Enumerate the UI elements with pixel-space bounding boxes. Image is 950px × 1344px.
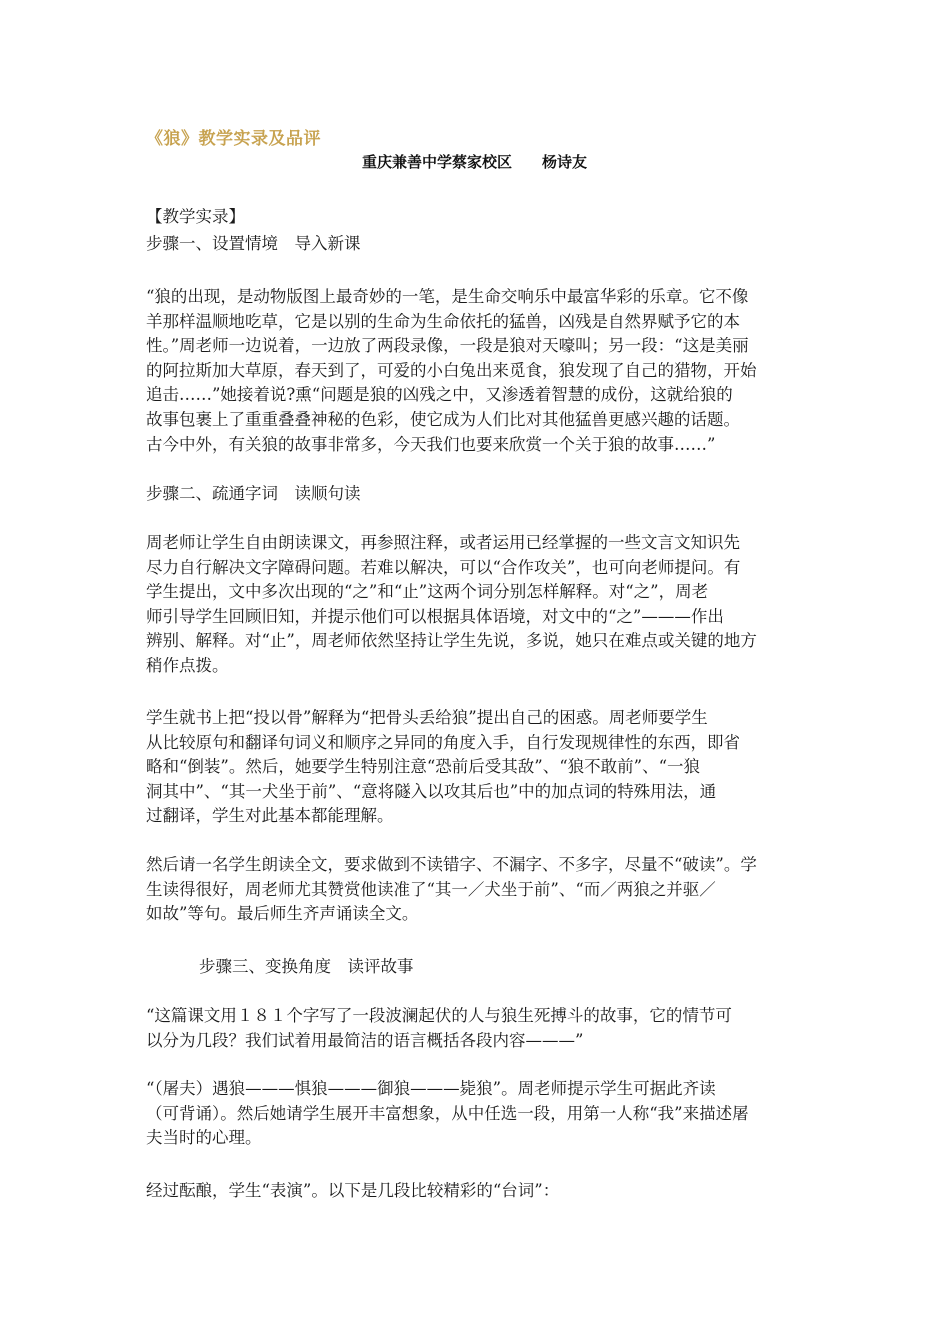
- step1-heading: [146, 232, 808, 257]
- paragraph-line: “这篇课文用１８１个字写了一段波澜起伏的人与狼生死搏斗的故事，它的情节可: [146, 1006, 732, 1025]
- step2-heading: [146, 482, 808, 507]
- paragraph-line: 的阿拉斯加大草原，春天到了，可爱的小白兔出来觅食，狼发现了自己的猎物，开始: [146, 360, 757, 380]
- paragraph-7: [146, 1179, 808, 1204]
- paragraph-line: 夫当时的心理。: [146, 1128, 262, 1148]
- author-byline: 重庆兼善中学蔡家校区 杨诗友: [362, 153, 588, 171]
- document-title: 《狼》教学实录及品评: [146, 129, 321, 149]
- paragraph-line: 追击……”她接着说?熏“问题是狼的凶残之中，又渗透着智慧的成份，这就给狼的: [146, 385, 733, 405]
- paragraph-line: （可背诵）。然后她请学生展开丰富想象，从中任选一段，用第一人称“我”来描述屠: [146, 1103, 749, 1123]
- paragraph-line: “狼的出现，是动物版图上最奇妙的一笔，是生命交响乐中最富华彩的乐章。它不像: [146, 287, 749, 306]
- step3-heading: [199, 955, 808, 980]
- paragraph-line: 学生就书上把“投以骨”解释为“把骨头丢给狼”提出自己的困惑。周老师要学生: [146, 708, 708, 727]
- paragraph-line: 略和“倒装”。然后，她要学生特别注意“恐前后受其敌”、“狼不敢前”、“一狼: [146, 757, 701, 777]
- paragraph-line: 稍作点拨。: [146, 655, 229, 675]
- paragraph-line: 故事包裹上了重重叠叠神秘的色彩，使它成为人们比对其他猛兽更感兴趣的话题。: [146, 409, 740, 429]
- paragraph-line: 生读得很好，周老师尤其赞赏他读准了“其一／犬坐于前”、“而／两狼之并驱／: [146, 879, 716, 899]
- paragraph-line: 学生提出，文中多次出现的“之”和“止”这两个词分别怎样解释。对“之”，周老: [146, 582, 709, 602]
- paragraph-line: 如故”等句。最后师生齐声诵读全文。: [146, 904, 419, 924]
- paragraph-2: [146, 531, 808, 679]
- paragraph-line: 性。”周老师一边说着，一边放了两段录像，一段是狼对天嚎叫；另一段：“这是美丽: [146, 336, 749, 356]
- paragraph-line: 辨别、解释。对“止”，周老师依然坚持让学生先说，多说，她只在难点或关键的地方: [146, 631, 757, 651]
- paragraph-line: 然后请一名学生朗读全文，要求做到不读错字、不漏字、不多字，尽量不“破读”。学: [146, 855, 757, 874]
- paragraph-line: 羊那样温顺地吃草，它是以别的生命为生命依托的猛兽，凶残是自然界赋予它的本: [146, 311, 740, 331]
- step3-heading-text: 步骤三、变换角度 读评故事: [199, 957, 414, 976]
- paragraph-line: 以分为几段？我们试着用最简洁的语言概括各段内容———”: [146, 1030, 584, 1050]
- section-label-text: 【教学实录】: [146, 207, 245, 226]
- step1-heading-text: 步骤一、设置情境 导入新课: [146, 234, 361, 253]
- paragraph-line: “（屠夫）遇狼———惧狼———御狼———毙狼”。周老师提示学生可据此齐读: [146, 1079, 716, 1098]
- paragraph-line: 过翻译，学生对此基本都能理解。: [146, 806, 394, 826]
- paragraph-4: [146, 853, 808, 927]
- paragraph-5: [146, 1004, 808, 1053]
- section-label: [146, 205, 808, 230]
- paragraph-line: 周老师让学生自由朗读课文，再参照注释，或者运用已经掌握的一些文言文知识先: [146, 533, 740, 552]
- paragraph-line: 古今中外，有关狼的故事非常多，今天我们也要来欣赏一个关于狼的故事……”: [146, 434, 716, 454]
- paragraph-3: [146, 706, 808, 829]
- paragraph-line: 师引导学生回顾旧知，并提示他们可以根据具体语境，对文中的“之”———作出: [146, 606, 724, 626]
- paragraph-line: 尽力自行解决文字障碍问题。若难以解决，可以“合作攻关”，也可向老师提问。有: [146, 557, 741, 577]
- paragraph-1: [146, 285, 808, 457]
- paragraph-6: [146, 1077, 808, 1151]
- paragraph-line: 经过酝酿，学生“表演”。以下是几段比较精彩的“台词”：: [146, 1181, 560, 1200]
- paragraph-line: 从比较原句和翻译句词义和顺序之异同的角度入手，自行发现规律性的东西，即省: [146, 732, 740, 752]
- step2-heading-text: 步骤二、疏通字词 读顺句读: [146, 484, 361, 503]
- paragraph-line: 洞其中”、“其一犬坐于前”、“意将隧入以攻其后也”中的加点词的特殊用法，通: [146, 781, 717, 801]
